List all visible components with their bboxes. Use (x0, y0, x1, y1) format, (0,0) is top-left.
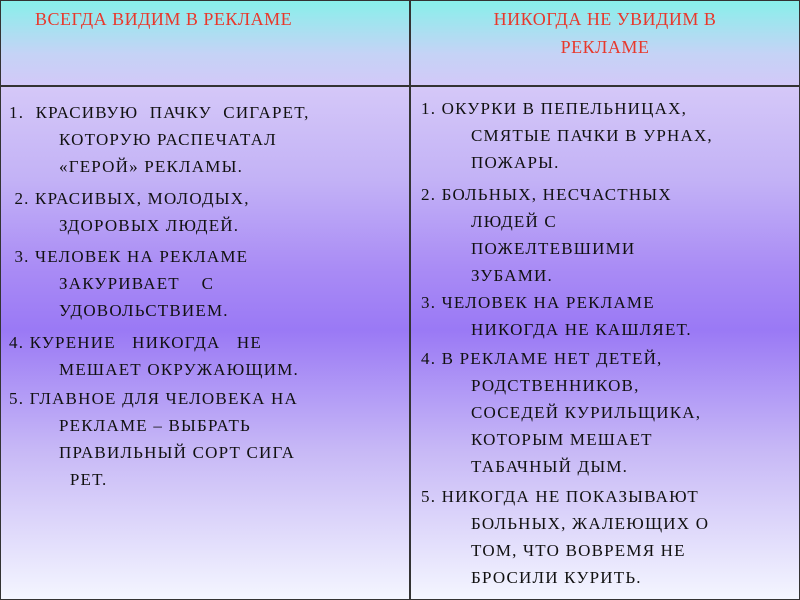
left-list-item-1 (9, 99, 409, 180)
list-item-line: 5. ГЛАВНОЕ ДЛЯ ЧЕЛОВЕКА НА (9, 389, 298, 408)
list-item-line: 3. ЧЕЛОВЕК НА РЕКЛАМЕ (9, 247, 249, 266)
list-item-line: ПОЖЕЛТЕВШИМИ (471, 239, 636, 258)
list-item-line: ЗДОРОВЫХ ЛЮДЕЙ. (59, 216, 240, 235)
list-item-line: БРОСИЛИ КУРИТЬ. (471, 568, 642, 587)
right-list-item-2 (421, 181, 799, 289)
list-item-line: ЗУБАМИ. (471, 266, 553, 285)
list-item-line: 1. КРАСИВУЮ ПАЧКУ СИГАРЕТ, (9, 103, 310, 122)
list-item-line: ЗАКУРИВАЕТ С (59, 274, 215, 293)
list-item-line: МЕШАЕТ ОКРУЖАЮЩИМ. (59, 360, 300, 379)
right-column-header-line-2: РЕКЛАМЕ (560, 37, 650, 57)
list-item-line: КОТОРЫМ МЕШАЕТ (471, 430, 653, 449)
left-column-header: ВСЕГДА ВИДИМ В РЕКЛАМЕ (35, 9, 293, 29)
list-item-line: 2. БОЛЬНЫХ, НЕСЧАСТНЫХ (421, 185, 672, 204)
list-item-line: УДОВОЛЬСТВИЕМ. (59, 301, 229, 320)
list-item-line: 4. КУРЕНИЕ НИКОГДА НЕ (9, 333, 262, 352)
list-item-line: 2. КРАСИВЫХ, МОЛОДЫХ, (9, 189, 250, 208)
list-item-line: СОСЕДЕЙ КУРИЛЬЩИКА, (471, 403, 702, 422)
list-item-line: 4. В РЕКЛАМЕ НЕТ ДЕТЕЙ, (421, 349, 663, 368)
left-list-cell (0, 86, 410, 600)
list-item-line: РОДСТВЕННИКОВ, (471, 376, 640, 395)
right-header-cell (410, 0, 800, 86)
right-list-item-1 (421, 95, 799, 176)
left-list-item-3 (9, 243, 409, 324)
list-item-line: 3. ЧЕЛОВЕК НА РЕКЛАМЕ (421, 293, 655, 312)
list-item-line: 1. ОКУРКИ В ПЕПЕЛЬНИЦАХ, (421, 99, 688, 118)
left-header-cell (0, 0, 410, 86)
left-list-item-4 (9, 329, 409, 383)
list-item-line: ЛЮДЕЙ С (471, 212, 557, 231)
list-item-line: СМЯТЫЕ ПАЧКИ В УРНАХ, (471, 126, 713, 145)
list-item-line: РЕКЛАМЕ – ВЫБРАТЬ (59, 416, 252, 435)
list-item-line: ТОМ, ЧТО ВОВРЕМЯ НЕ (471, 541, 686, 560)
left-list-item-2 (9, 185, 409, 239)
right-list-item-4 (421, 345, 799, 480)
list-item-line: НИКОГДА НЕ КАШЛЯЕТ. (471, 320, 692, 339)
list-item-line: КОТОРУЮ РАСПЕЧАТАЛ (59, 130, 277, 149)
list-item-line: 5. НИКОГДА НЕ ПОКАЗЫВАЮТ (421, 487, 699, 506)
list-item-line: РЕТ. (59, 470, 108, 489)
right-list-item-3 (421, 289, 799, 343)
list-item-line: «ГЕРОЙ» РЕКЛАМЫ. (59, 157, 244, 176)
list-item-line: БОЛЬНЫХ, ЖАЛЕЮЩИХ О (471, 514, 710, 533)
list-item-line: ПОЖАРЫ. (471, 153, 560, 172)
right-list-cell (410, 86, 800, 600)
list-item-line: ПРАВИЛЬНЫЙ СОРТ СИГА (59, 443, 296, 462)
right-column-header-line-1: НИКОГДА НЕ УВИДИМ В (493, 9, 717, 29)
right-list-item-5 (421, 483, 799, 591)
left-list-item-5 (9, 385, 409, 493)
list-item-line: ТАБАЧНЫЙ ДЫМ. (471, 457, 629, 476)
